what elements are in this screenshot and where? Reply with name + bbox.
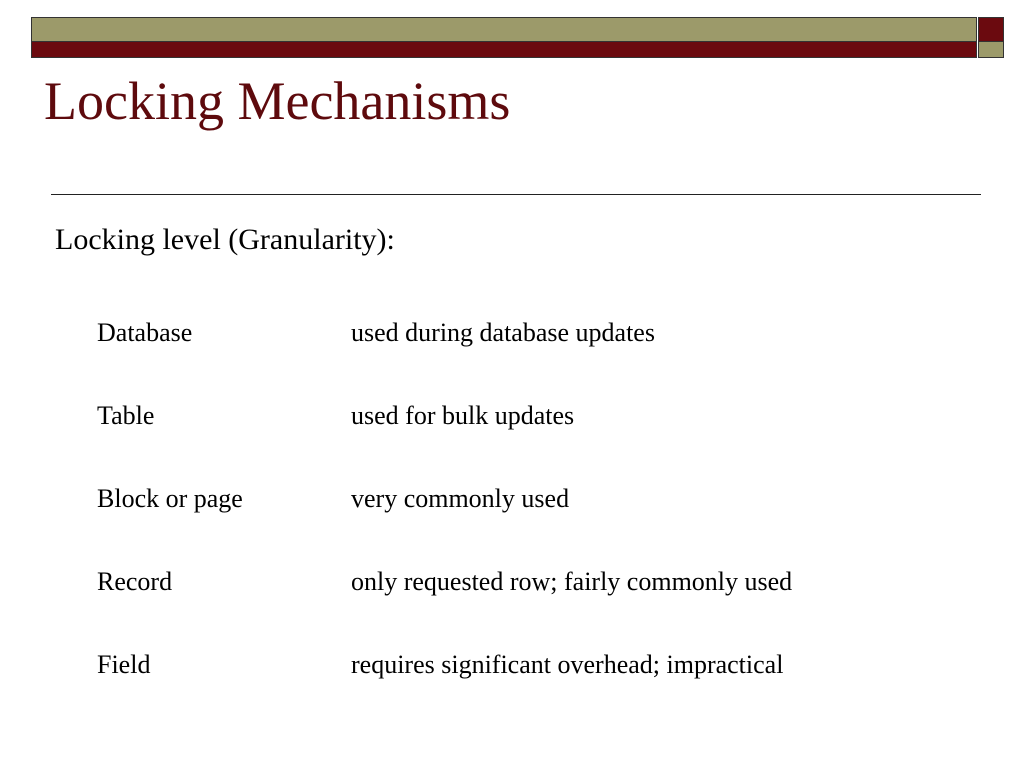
header-band-maroon xyxy=(31,42,977,58)
list-item xyxy=(97,566,977,649)
list-item xyxy=(97,317,977,400)
level-name: Block or page xyxy=(97,484,243,513)
level-description: only requested row; fairly commonly used xyxy=(351,567,793,596)
list-item xyxy=(97,400,977,483)
level-name: Database xyxy=(97,318,193,347)
header-band-olive xyxy=(31,17,977,42)
locking-levels-list xyxy=(97,317,977,732)
list-item xyxy=(97,483,977,566)
level-name: Table xyxy=(97,401,155,430)
level-description: requires significant overhead; impractical xyxy=(351,650,784,679)
level-description: used during database updates xyxy=(351,318,655,347)
level-name: Field xyxy=(97,650,151,679)
level-description: used for bulk updates xyxy=(351,401,575,430)
header-square-olive xyxy=(978,42,1004,58)
title-divider xyxy=(51,194,981,195)
slide-title: Locking Mechanisms xyxy=(44,71,511,131)
list-item xyxy=(97,649,977,732)
level-name: Record xyxy=(97,567,173,596)
header-square-maroon xyxy=(978,17,1004,42)
intro-text: Locking level (Granularity): xyxy=(55,223,395,256)
level-description: very commonly used xyxy=(351,484,570,513)
